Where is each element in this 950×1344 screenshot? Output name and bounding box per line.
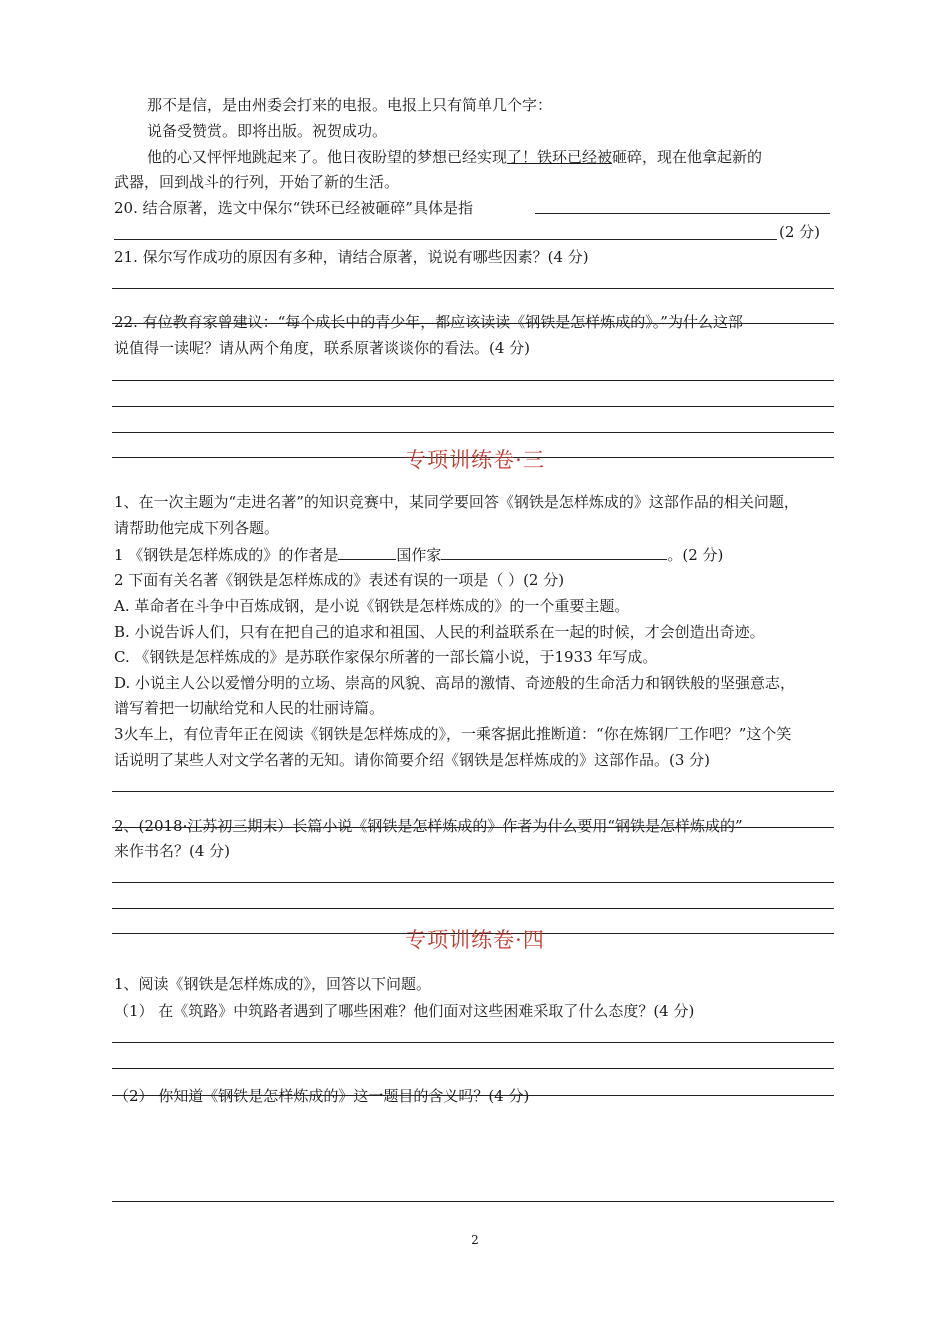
sub-question-3-line-2: 话说明了某些人对文学名著的无知。请你简要介绍《钢铁是怎样炼成的》这部作品。(3 分): [114, 751, 711, 769]
question-20: 20. 结合原著，选文中保尔“铁环已经被砸碎”具体是指: [114, 199, 473, 217]
passage-paragraph-1: 那不是信，是由州委会打来的电报。电报上只有简单几个字：: [147, 96, 553, 114]
option-b: B. 小说告诉人们，只有在把自己的追求和祖国、人民的利益联系在一起的时候，才会创造出奇迹。: [114, 623, 765, 641]
strike-line: [112, 323, 834, 324]
answer-line: [112, 1201, 834, 1202]
question-22-line-2: 说值得一读呢？请从两个角度，联系原著谈谈你的看法。(4 分): [114, 339, 531, 357]
option-d-line-2: 谱写着把一切献给党和人民的壮丽诗篇。: [114, 699, 385, 717]
sub-question-1: [114, 544, 723, 565]
section-title-4: 专项训练卷·四: [405, 928, 545, 952]
question-21: 21. 保尔写作成功的原因有多种，请结合原著，说说有哪些因素？(4 分): [114, 248, 589, 266]
blank-author: [441, 544, 667, 560]
answer-line: [112, 1068, 834, 1069]
passage-paragraph-4: 武器，回到战斗的行列，开始了新的生活。: [114, 173, 400, 191]
answer-line: [112, 380, 834, 381]
score-label: (2 分): [779, 223, 821, 241]
section-4-intro: 1、阅读《钢铁是怎样炼成的》，回答以下问题。: [114, 975, 432, 993]
blank-country: [338, 544, 396, 560]
sub-question-text: 1 《钢铁是怎样炼成的》的作者是: [114, 546, 339, 564]
answer-line: [112, 791, 834, 792]
section-3-intro-line-1: 1、在一次主题为“走进名著”的知识竞赛中，某同学要回答《钢铁是怎样炼成的》这部作品的相关问题，: [114, 493, 799, 511]
passage-text: 他的心又怦怦地跳起来了。他日夜盼望的梦想已经实现: [147, 148, 508, 166]
sub-question-text: 。(2 分): [667, 546, 724, 564]
answer-line: [112, 908, 834, 909]
answer-line: [112, 1042, 834, 1043]
option-c: C. 《钢铁是怎样炼成的》是苏联作家保尔所著的一部长篇小说，于1933 年写成。: [114, 648, 658, 666]
answer-line: [112, 288, 834, 289]
section-3-intro-line-2: 请帮助他完成下列各题。: [114, 519, 280, 537]
option-a: A. 革命者在斗争中百炼成钢，是小说《钢铁是怎样炼成的》的一个重要主题。: [114, 597, 630, 615]
question-2-line-1: 2、(2018·江苏初三期末）长篇小说《钢铁是怎样炼成的》作者为什么要用“钢铁是怎样炼成的”: [114, 817, 743, 835]
answer-line: [114, 239, 777, 240]
answer-line: [112, 432, 834, 433]
section-4-question-1: （1） 在《筑路》中筑路者遇到了哪些困难？他们面对这些困难采取了什么态度？(4 分): [114, 1002, 695, 1020]
section-title-3: 专项训练卷·三: [405, 448, 545, 472]
option-d-line-1: D. 小说主人公以爱憎分明的立场、崇高的风貌、高昂的激情、奇迹般的生命活力和钢铁般的坚强意志，: [114, 674, 796, 692]
passage-paragraph-3: [147, 147, 762, 167]
passage-text: 砸碎，现在他拿起新的: [612, 148, 763, 166]
strike-line: [112, 827, 834, 828]
page-number: 2: [471, 1233, 479, 1247]
question-22-line-1: 22. 有位教育家曾建议：“每个成长中的青少年，都应该读读《钢铁是怎样炼成的》。”为什么这部: [114, 313, 743, 331]
strike-line: [112, 1095, 834, 1096]
answer-line: [112, 406, 834, 407]
section-4-question-2: （2） 你知道《钢铁是怎样炼成的》这一题目的含义吗？(4 分): [114, 1087, 530, 1105]
question-2-line-2: 来作书名？(4 分): [114, 842, 231, 860]
sub-question-3-line-1: 3火车上，有位青年正在阅读《钢铁是怎样炼成的》，一乘客据此推断道：“你在炼钢厂工作吧？”这个笑: [114, 725, 792, 743]
sub-question-text: 国作家: [396, 546, 442, 564]
passage-paragraph-2: 说备受赞赏。即将出版。祝贺成功。: [147, 122, 388, 140]
answer-line: [112, 882, 834, 883]
answer-line: [535, 213, 830, 214]
sub-question-2: 2 下面有关名著《钢铁是怎样炼成的》表述有误的一项是（ ）(2 分): [114, 571, 565, 589]
underlined-phrase: 了！铁环已经被: [507, 148, 613, 166]
